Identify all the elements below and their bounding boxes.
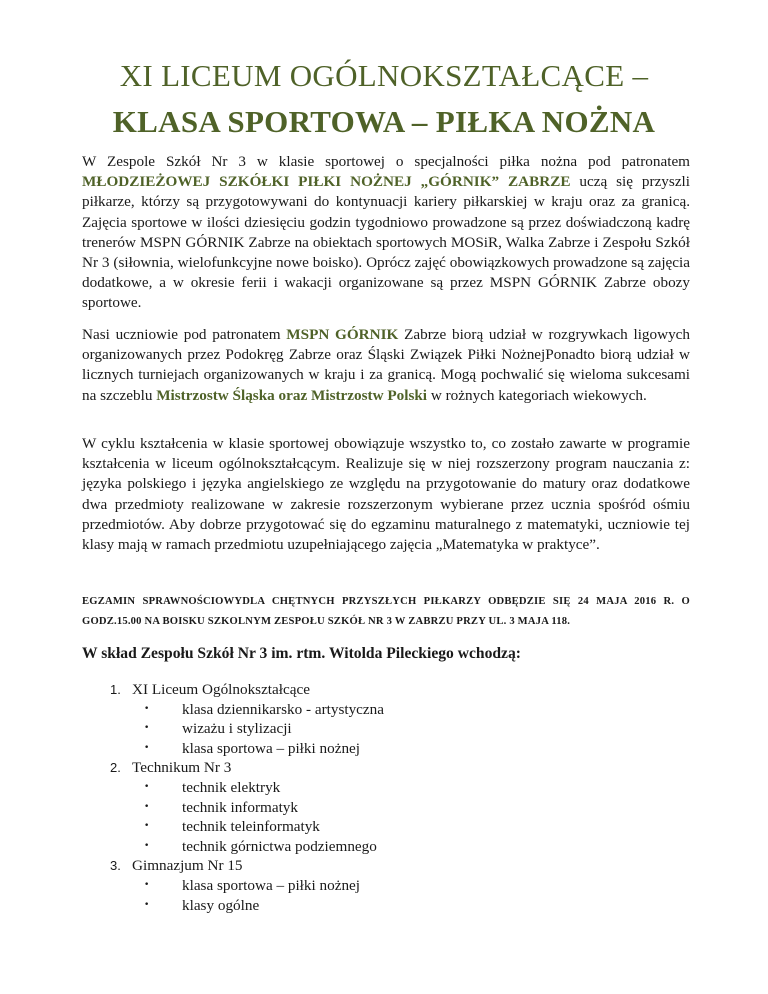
patron-name: MŁODZIEŻOWEJ SZKÓŁKI PIŁKI NOŻNEJ „GÓRNIK” ZABRZE xyxy=(82,173,571,191)
list-number: 1. xyxy=(110,682,121,697)
paragraph-intro-text-2: uczą się przyszli piłkarze, którzy są przygotowywani do kontynuacji kariery piłkarskiej w kraju oraz za granicą. Zajęcia sportowe w ilości dziesięciu godzin tygodniowo prowadzone są przez doświadczoną kadrę trenerów MSPN GÓRNIK Zabrze na obiektach sportowych MOSiR, Walka Zabrze i Zespołu Szkół Nr 3 (siłownia, wielofunkcyjne nowe boisko). Oprócz zajęć obowiązkowych prowadzone są zajęcia dodatkowe, a w okresie ferii i wakacji organizowane są przez MSPN GÓRNIK Zabrze obozy sportowe. xyxy=(82,173,690,312)
title-school: XI LICEUM OGÓLNOKSZTAŁCĄCE – xyxy=(119,58,649,93)
schools-heading: W skład Zespołu Szkół Nr 3 im. rtm. Witolda Pileckiego wchodzą: xyxy=(82,645,521,662)
list-item xyxy=(82,719,690,739)
club-name: MSPN GÓRNIK xyxy=(286,326,399,343)
schools-list xyxy=(82,680,690,915)
school-name: Technikum Nr 3 xyxy=(132,759,232,777)
list-item xyxy=(82,680,690,700)
class-profile: technik teleinformatyk xyxy=(182,818,320,836)
bullet-icon: • xyxy=(144,781,150,792)
paragraph-achievements xyxy=(82,325,690,406)
list-number: 2. xyxy=(110,760,121,776)
bullet-icon: • xyxy=(144,821,150,832)
exam-notice: EGZAMIN SPRAWNOŚCIOWYDLA CHĘTNYCH PRZYSZŁYCH PIŁKARZY ODBĘDZIE SIĘ 24 MAJA 2016 R. O GODZ.15.00 NA BOISKU SZKOLNYM ZESPOŁU SZKÓŁ NR 3 W ZABRZU PRZY UL. 3 MAJA 118. xyxy=(82,596,690,627)
class-profile: klasa sportowa – piłki nożnej xyxy=(182,876,360,894)
class-profile: technik informatyk xyxy=(182,798,298,816)
list-item xyxy=(82,896,690,916)
championships-name: Mistrzostw Śląska oraz Mistrzostw Polski xyxy=(156,386,428,404)
list-number: 3. xyxy=(110,858,121,874)
paragraph-achievements-text-3: w rożnych kategoriach wiekowych. xyxy=(427,386,647,404)
bullet-icon: • xyxy=(144,801,150,812)
list-item xyxy=(82,817,690,837)
paragraph-achievements-text-2: Zabrze biorą udział w rozgrywkach ligowych organizowanych przez Podokręg Zabrze oraz Śląski Związek Piłki NożnejPonadto biorą udział w licznych turniejach organizowanych w kraju i za granicą. Mogą pochwalić się wieloma sukcesami na szczeblu xyxy=(82,326,691,404)
list-item xyxy=(82,876,690,896)
bullet-icon: • xyxy=(144,879,150,890)
school-name: XI Liceum Ogólnokształcące xyxy=(132,681,310,698)
list-item xyxy=(82,739,690,759)
paragraph-intro-text-1: W Zespole Szkół Nr 3 w klasie sportowej o specjalności piłka nożna pod patronatem xyxy=(82,153,690,170)
paragraph-curriculum: W cyklu kształcenia w klasie sportowej obowiązuje wszystko to, co zostało zawarte w programie kształcenia w liceum ogólnokształcącym. Realizuje się w niej rozszerzony program nauczania z: języka polskiego i języka angielskiego ze względu na przygotowanie do matury oraz dodatkowe dwa przedmioty realizowane w zakresie rozszerzonym wybierane przez ucznia spośród ośmiu przedmiotów. Aby dobrze przygotować się do egzaminu maturalnego z matematyki, uczniowie tej klasy mają w ramach przedmiotu uzupełniającego zajęcia „Matematyka w praktyce”. xyxy=(82,435,690,554)
bullet-icon: • xyxy=(144,899,150,910)
class-profile: klasy ogólne xyxy=(182,896,260,914)
paragraph-intro xyxy=(82,152,690,314)
list-item xyxy=(82,700,690,720)
bullet-icon: • xyxy=(144,840,150,851)
bullet-icon: • xyxy=(144,723,150,734)
list-item xyxy=(82,837,690,857)
list-item xyxy=(82,856,690,876)
list-item xyxy=(82,798,690,818)
class-profile: klasa sportowa – piłki nożnej xyxy=(182,739,360,757)
school-name: Gimnazjum Nr 15 xyxy=(132,857,243,875)
class-profile: technik górnictwa podziemnego xyxy=(182,837,377,855)
list-item xyxy=(82,758,690,778)
class-profile: klasa dziennikarsko - artystyczna xyxy=(182,700,384,718)
bullet-icon: • xyxy=(144,703,150,714)
bullet-icon: • xyxy=(144,742,150,753)
list-item xyxy=(82,778,690,798)
class-profile: technik elektryk xyxy=(182,778,281,796)
paragraph-achievements-text-1: Nasi uczniowie pod patronatem xyxy=(82,326,287,343)
class-profile: wizażu i stylizacji xyxy=(182,720,292,738)
title-class: KLASA SPORTOWA – PIŁKA NOŻNA xyxy=(112,104,656,139)
